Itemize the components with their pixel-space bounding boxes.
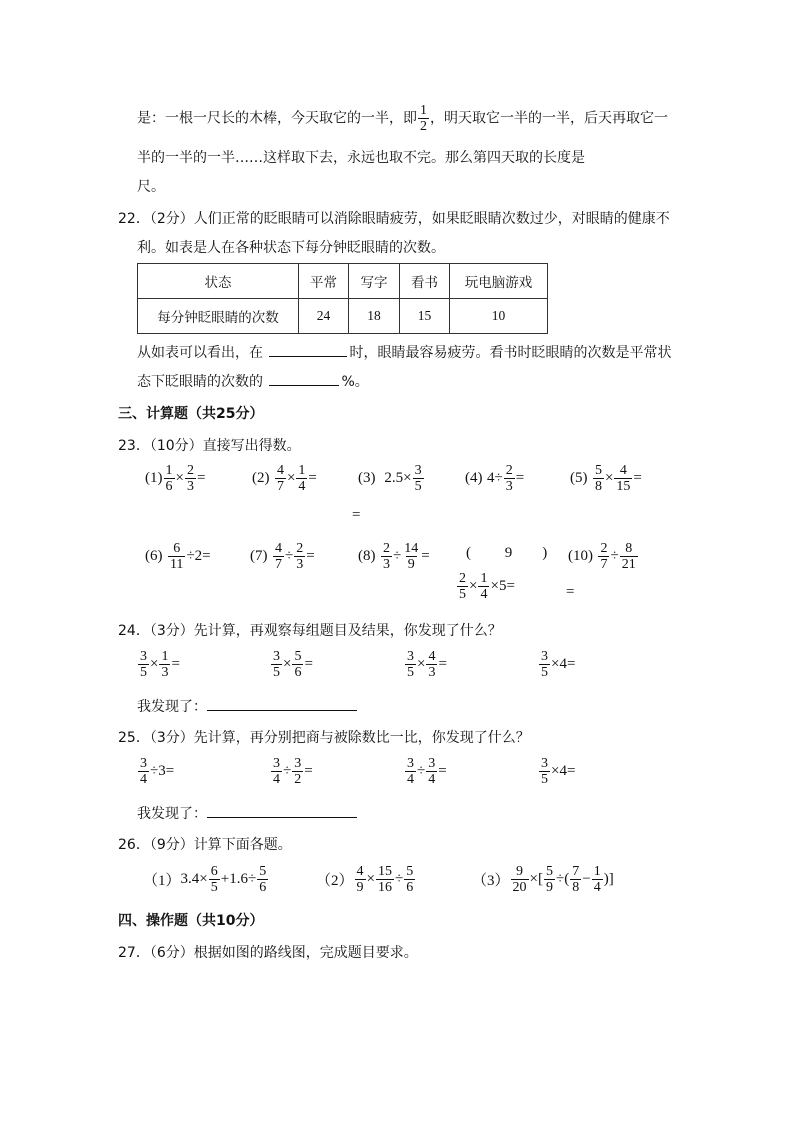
table-row (138, 299, 548, 334)
section-3-heading: 三、计算题（共25分） (118, 406, 264, 422)
answer-blank[interactable] (269, 356, 347, 357)
q22-title-2: 利。如表是人在各种状态下每分钟眨眼睛的次数。 (137, 240, 445, 256)
q25-expr-4: $\frac{3}{5}$ ×4= (541, 756, 576, 787)
q26-item-3: （3） $\frac{9}{20}$ ×[ $\frac{5}{9}$ ÷( $\frac{7}{8}$ − $\frac{1}{4}$ )] (472, 864, 614, 895)
q23-item-3: (3) 2.5× $\frac{3}{5}$ (358, 463, 422, 494)
q21-line2: 半的一半的一半……这样取下去，永远也取不完。那么第四天取的长度是 (137, 150, 585, 166)
table-cell: 10 (450, 299, 548, 334)
q26-item-1: （1）3.4× $\frac{6}{5}$ +1.6÷ $\frac{5}{6}$ (143, 864, 267, 895)
q25-found: 我发现了： (137, 803, 357, 823)
section-4-heading: 四、操作题（共10分） (118, 913, 264, 929)
table-cell: 写字 (349, 264, 400, 299)
q21-line1 (137, 103, 668, 134)
q23-item-9: $\frac{2}{5}$ × $\frac{1}{4}$ ×5= (459, 571, 515, 602)
table-cell: 每分钟眨眼睛的次数 (138, 299, 299, 334)
q24-expr-1: $\frac{3}{5}$ × $\frac{1}{3}$ = (140, 649, 180, 680)
q23-title: 23．（10分）直接写出得数。 (118, 438, 301, 454)
q24-expr-4: $\frac{3}{5}$ ×4= (541, 649, 576, 680)
q21-text-2: ，明天取它一半的一半，后天再取它一 (430, 110, 668, 127)
q22-title: 22．（2分）人们正常的眨眼睛可以消除眼睛疲劳，如果眨眼睛次数过少，对眼睛的健康不 (118, 211, 670, 227)
q23-item-5: (5) $\frac{5}{8}$ × $\frac{4}{15}$ = (570, 463, 642, 494)
q23-item-6: (6) $\frac{6}{11}$ ÷2= (145, 541, 211, 572)
q23-item-9-label: ( 9 ) (466, 545, 548, 561)
q23-item-7: (7) $\frac{4}{7}$ ÷ $\frac{2}{3}$ = (250, 541, 315, 572)
q23-item-2: (2) $\frac{4}{7}$ × $\frac{1}{4}$ = (252, 463, 317, 494)
q23-item-10: (10) $\frac{2}{7}$ ÷ $\frac{8}{21}$ (568, 541, 636, 572)
q25-expr-2: $\frac{3}{4}$ ÷ $\frac{3}{2}$ = (273, 756, 313, 787)
q26-item-2: （2） $\frac{4}{9}$ × $\frac{15}{16}$ ÷ $\frac{5}{6}$ (316, 864, 414, 895)
table-cell: 15 (400, 299, 450, 334)
q23-item-8: (8) $\frac{2}{3}$ ÷ $\frac{14}{9}$ = (358, 541, 430, 572)
q23-item-3-equals: = (352, 507, 361, 523)
q21-text: 是：一根一尺长的木棒，今天取它的一半，即 (137, 110, 417, 127)
answer-blank[interactable] (269, 385, 339, 386)
q25-title: 25．（3分）先计算，再分别把商与被除数比一比，你发现了什么？ (118, 730, 530, 746)
q24-expr-3: $\frac{3}{5}$ × $\frac{4}{3}$ = (407, 649, 447, 680)
q23-item-4: (4) 4÷ $\frac{2}{3}$ = (465, 463, 525, 494)
q22-answer-line2: 态下眨眼睛的次数的 %。 (137, 374, 369, 390)
q22-answer-line1: 从如表可以看出，在 时，眼睛最容易疲劳。看书时眨眼睛的次数是平常状 (137, 345, 672, 361)
table-cell: 24 (299, 299, 349, 334)
answer-blank[interactable] (207, 710, 357, 711)
table-cell: 玩电脑游戏 (450, 264, 548, 299)
table-cell: 平常 (299, 264, 349, 299)
answer-blank[interactable] (207, 817, 357, 818)
q25-expr-3: $\frac{3}{4}$ ÷ $\frac{3}{4}$ = (407, 756, 447, 787)
q21-line3: 尺。 (137, 179, 165, 195)
q24-title: 24．（3分）先计算，再观察每组题目及结果，你发现了什么？ (118, 623, 502, 639)
q27-title: 27．（6分）根据如图的路线图，完成题目要求。 (118, 945, 418, 961)
q23-item-10-equals: = (566, 584, 575, 600)
table-header-row (138, 264, 548, 299)
q25-expr-1: $\frac{3}{4}$ ÷3= (140, 756, 175, 787)
blink-table (137, 263, 548, 334)
table-cell: 18 (349, 299, 400, 334)
q24-expr-2: $\frac{3}{5}$ × $\frac{5}{6}$ = (273, 649, 313, 680)
q23-item-1: (1) $\frac{1}{6}$ × $\frac{2}{3}$ = (145, 463, 206, 494)
table-cell: 状态 (138, 264, 299, 299)
half-fraction: $\frac{1}{2}$ (420, 103, 427, 134)
q26-title: 26．（9分）计算下面各题。 (118, 837, 292, 853)
table-cell: 看书 (400, 264, 450, 299)
q24-found: 我发现了： (137, 696, 357, 716)
